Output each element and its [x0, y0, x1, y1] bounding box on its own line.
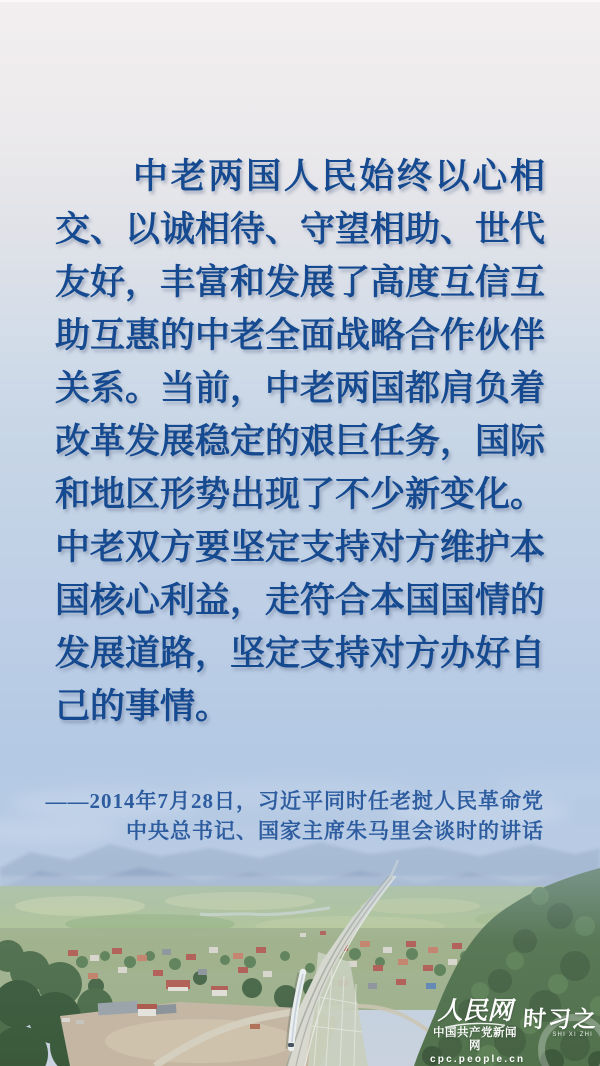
quote-line: 中老双方要坚定支持对方维护本: [55, 528, 546, 567]
quote-line: 友好，丰富和发展了高度互信互: [55, 263, 546, 302]
attribution-line-2: 中央总书记、国家主席朱马里会谈时的讲话: [126, 819, 544, 843]
shixizhi-logo: [523, 1006, 599, 1038]
quote-line: 国核心利益，走符合本国国情的: [55, 581, 546, 620]
quote-line: 交、以诚相待、守望相助、世代: [55, 210, 546, 249]
quote-attribution: [44, 786, 544, 846]
attribution-line-1: ——2014年7月28日，习近平同时任老挝人民革命党: [45, 789, 544, 813]
shixizhi-pinyin: SHI XI ZHI: [552, 1032, 593, 1038]
quote-line: 己的事情。: [55, 687, 231, 726]
peoples-net-wordmark: 人民网: [437, 998, 513, 1025]
quote-line: 关系。当前，中老两国都肩负着: [55, 369, 546, 408]
quote-line: 和地区形势出现了不少新变化。: [55, 475, 546, 514]
quote-line: 改革发展稳定的艰巨任务，国际: [55, 422, 546, 461]
people-daily-online-logo: [430, 998, 526, 1066]
quote-text: [55, 150, 545, 733]
quote-line: 中老两国人民始终以心相: [133, 157, 545, 196]
quote-line: 助互惠的中老全面战略合作伙伴: [55, 316, 546, 355]
shixizhi-wordmark: 时习之: [522, 1006, 599, 1032]
cpc-url: cpc.people.cn: [430, 1054, 526, 1065]
quote-line: 发展道路，坚定支持对方办好自: [55, 634, 546, 673]
cpc-news-wordmark: 中国共产党新闻网: [433, 1027, 517, 1052]
